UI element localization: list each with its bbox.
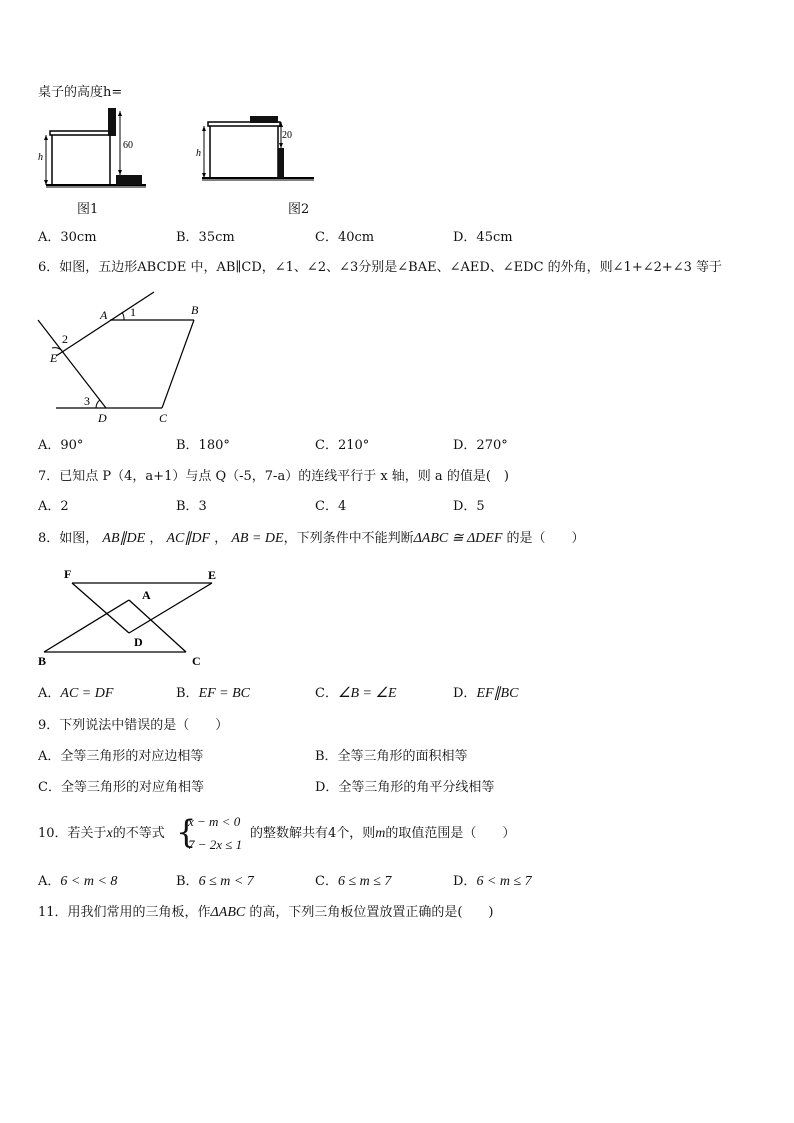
q7-option-a[interactable]: A．2 bbox=[38, 499, 69, 514]
q7-option-d[interactable]: D．5 bbox=[453, 499, 485, 514]
q10-option-c-value: 6 ≤ m ≤ 7 bbox=[337, 874, 392, 889]
q8-option-d-value: EF∥BC bbox=[476, 686, 519, 701]
q11-prompt-start: 11．用我们常用的三角板，作 bbox=[38, 905, 211, 920]
q5-fig2-label-h: h bbox=[196, 148, 201, 159]
q6-pentagon-figure bbox=[36, 290, 216, 430]
q6-label-e: E bbox=[50, 351, 58, 365]
q8-congruence: ΔABC ≅ ΔDEF bbox=[413, 531, 503, 546]
q8-label-d: D bbox=[134, 635, 143, 649]
q10-ineq-1: x − m < 0 bbox=[188, 814, 241, 829]
q11-prompt-end: 的高，下列三角板位置放置正确的是( ) bbox=[245, 905, 494, 920]
q10-prompt-end-wrap bbox=[250, 825, 515, 843]
q8-prompt bbox=[38, 530, 585, 548]
q8-cond-ab-de: AB∥DE bbox=[102, 531, 146, 546]
q5-prompt: 桌子的高度h= bbox=[38, 85, 123, 100]
q5-option-a[interactable]: A．30cm bbox=[38, 230, 97, 245]
q10-option-a[interactable] bbox=[38, 873, 117, 891]
q8-cond-ac-df: AC∥DF bbox=[166, 531, 211, 546]
q6-option-d[interactable]: D．270° bbox=[453, 438, 508, 453]
q9-option-b[interactable]: B．全等三角形的面积相等 bbox=[315, 749, 468, 764]
q10-prompt-start-wrap bbox=[38, 825, 165, 843]
q5-figure-1 bbox=[38, 108, 148, 188]
q10-option-c-letter: C． bbox=[315, 874, 338, 889]
q10-option-d-letter: D． bbox=[453, 874, 477, 889]
q10-var-x: x bbox=[106, 826, 113, 841]
q6-label-1: 1 bbox=[130, 305, 136, 319]
q10-prompt-mid2: 的整数解共有4个，则 bbox=[250, 826, 376, 841]
q11-prompt bbox=[38, 904, 494, 922]
q8-option-d[interactable] bbox=[453, 685, 518, 703]
q6-label-c: C bbox=[159, 411, 168, 425]
q8-cond-ab-eq-de: AB = DE bbox=[231, 531, 284, 546]
q10-prompt-mid: 的不等式 bbox=[112, 826, 165, 841]
q8-prompt-mid: ，下列条件中不能判断 bbox=[283, 531, 414, 546]
q10-prompt-end: 的取值范围是（ ） bbox=[385, 826, 516, 841]
q6-label-d: D bbox=[98, 411, 107, 425]
q5-fig1-caption: 图1 bbox=[77, 202, 99, 217]
q10-brace: { bbox=[176, 813, 197, 851]
q9-option-a[interactable]: A．全等三角形的对应边相等 bbox=[38, 749, 204, 764]
q5-option-b[interactable]: B．35cm bbox=[176, 230, 235, 245]
q6-label-3: 3 bbox=[84, 394, 90, 408]
q11-triangle: ΔABC bbox=[210, 905, 246, 920]
q7-prompt: 7．已知点 P（4，a+1）与点 Q（-5，7-a）的连线平行于 x 轴，则 a 的值是( ) bbox=[38, 469, 509, 484]
q6-option-a[interactable]: A．90° bbox=[38, 438, 84, 453]
q5-fig1-label-60: 60 bbox=[123, 140, 133, 151]
q8-option-b[interactable] bbox=[176, 685, 250, 703]
q8-sep-1: ， bbox=[149, 531, 163, 546]
q8-prompt-start: 8．如图， bbox=[38, 531, 99, 546]
q8-option-c-letter: C． bbox=[315, 686, 338, 701]
q8-option-a[interactable] bbox=[38, 685, 113, 703]
q9-prompt: 9．下列说法中错误的是（ ） bbox=[38, 718, 229, 733]
q8-option-a-letter: A． bbox=[38, 686, 61, 701]
q8-label-a: A bbox=[142, 588, 151, 602]
q9-option-d[interactable]: D．全等三角形的角平分线相等 bbox=[315, 780, 495, 795]
q5-option-d[interactable]: D．45cm bbox=[453, 230, 513, 245]
q8-option-b-letter: B． bbox=[176, 686, 199, 701]
q8-label-f: F bbox=[64, 567, 72, 581]
q5-fig1-label-h: h bbox=[38, 152, 43, 163]
q8-label-c: C bbox=[192, 654, 201, 668]
q7-option-b[interactable]: B．3 bbox=[176, 499, 207, 514]
q10-ineq-2: 7 − 2x ≤ 1 bbox=[188, 837, 243, 852]
q9-option-c[interactable]: C．全等三角形的对应角相等 bbox=[38, 780, 204, 795]
q6-label-a: A bbox=[100, 308, 108, 322]
q5-option-c[interactable]: C．40cm bbox=[315, 230, 375, 245]
q10-var-m: m bbox=[375, 826, 386, 841]
q8-option-a-value: AC = DF bbox=[60, 686, 114, 701]
q8-option-c[interactable] bbox=[315, 685, 397, 703]
q8-label-b: B bbox=[38, 654, 47, 668]
q10-option-a-value: 6 < m < 8 bbox=[60, 874, 118, 889]
q10-option-d-value: 6 < m ≤ 7 bbox=[476, 874, 532, 889]
q6-prompt: 6．如图，五边形ABCDE 中，AB∥CD，∠1、∠2、∠3分别是∠BAE、∠AED、∠EDC 的外角，则∠1+∠2+∠3 等于 bbox=[38, 260, 723, 275]
q5-fig2-caption: 图2 bbox=[288, 202, 310, 217]
q6-label-b: B bbox=[191, 303, 199, 317]
q8-sep-2: ， bbox=[214, 531, 228, 546]
q7-option-c[interactable]: C．4 bbox=[315, 499, 347, 514]
q5-figure-2 bbox=[196, 112, 316, 184]
q8-label-e: E bbox=[208, 568, 217, 582]
q6-option-c[interactable]: C．210° bbox=[315, 438, 370, 453]
q8-option-d-letter: D． bbox=[453, 686, 477, 701]
q10-option-a-letter: A． bbox=[38, 874, 61, 889]
q10-option-b-value: 6 ≤ m < 7 bbox=[198, 874, 254, 889]
q10-option-b[interactable] bbox=[176, 873, 254, 891]
q10-option-c[interactable] bbox=[315, 873, 391, 891]
q6-label-2: 2 bbox=[62, 332, 68, 346]
q10-option-d[interactable] bbox=[453, 873, 532, 891]
q8-option-b-value: EF = BC bbox=[198, 686, 251, 701]
q5-fig2-label-20: 20 bbox=[282, 130, 292, 141]
q8-prompt-end: 的是（ ） bbox=[502, 531, 585, 546]
q8-option-c-value: ∠B = ∠E bbox=[337, 686, 397, 701]
q10-prompt-start: 10．若关于 bbox=[38, 826, 107, 841]
q10-option-b-letter: B． bbox=[176, 874, 199, 889]
q8-triangles-figure bbox=[34, 565, 224, 670]
q6-option-b[interactable]: B．180° bbox=[176, 438, 230, 453]
